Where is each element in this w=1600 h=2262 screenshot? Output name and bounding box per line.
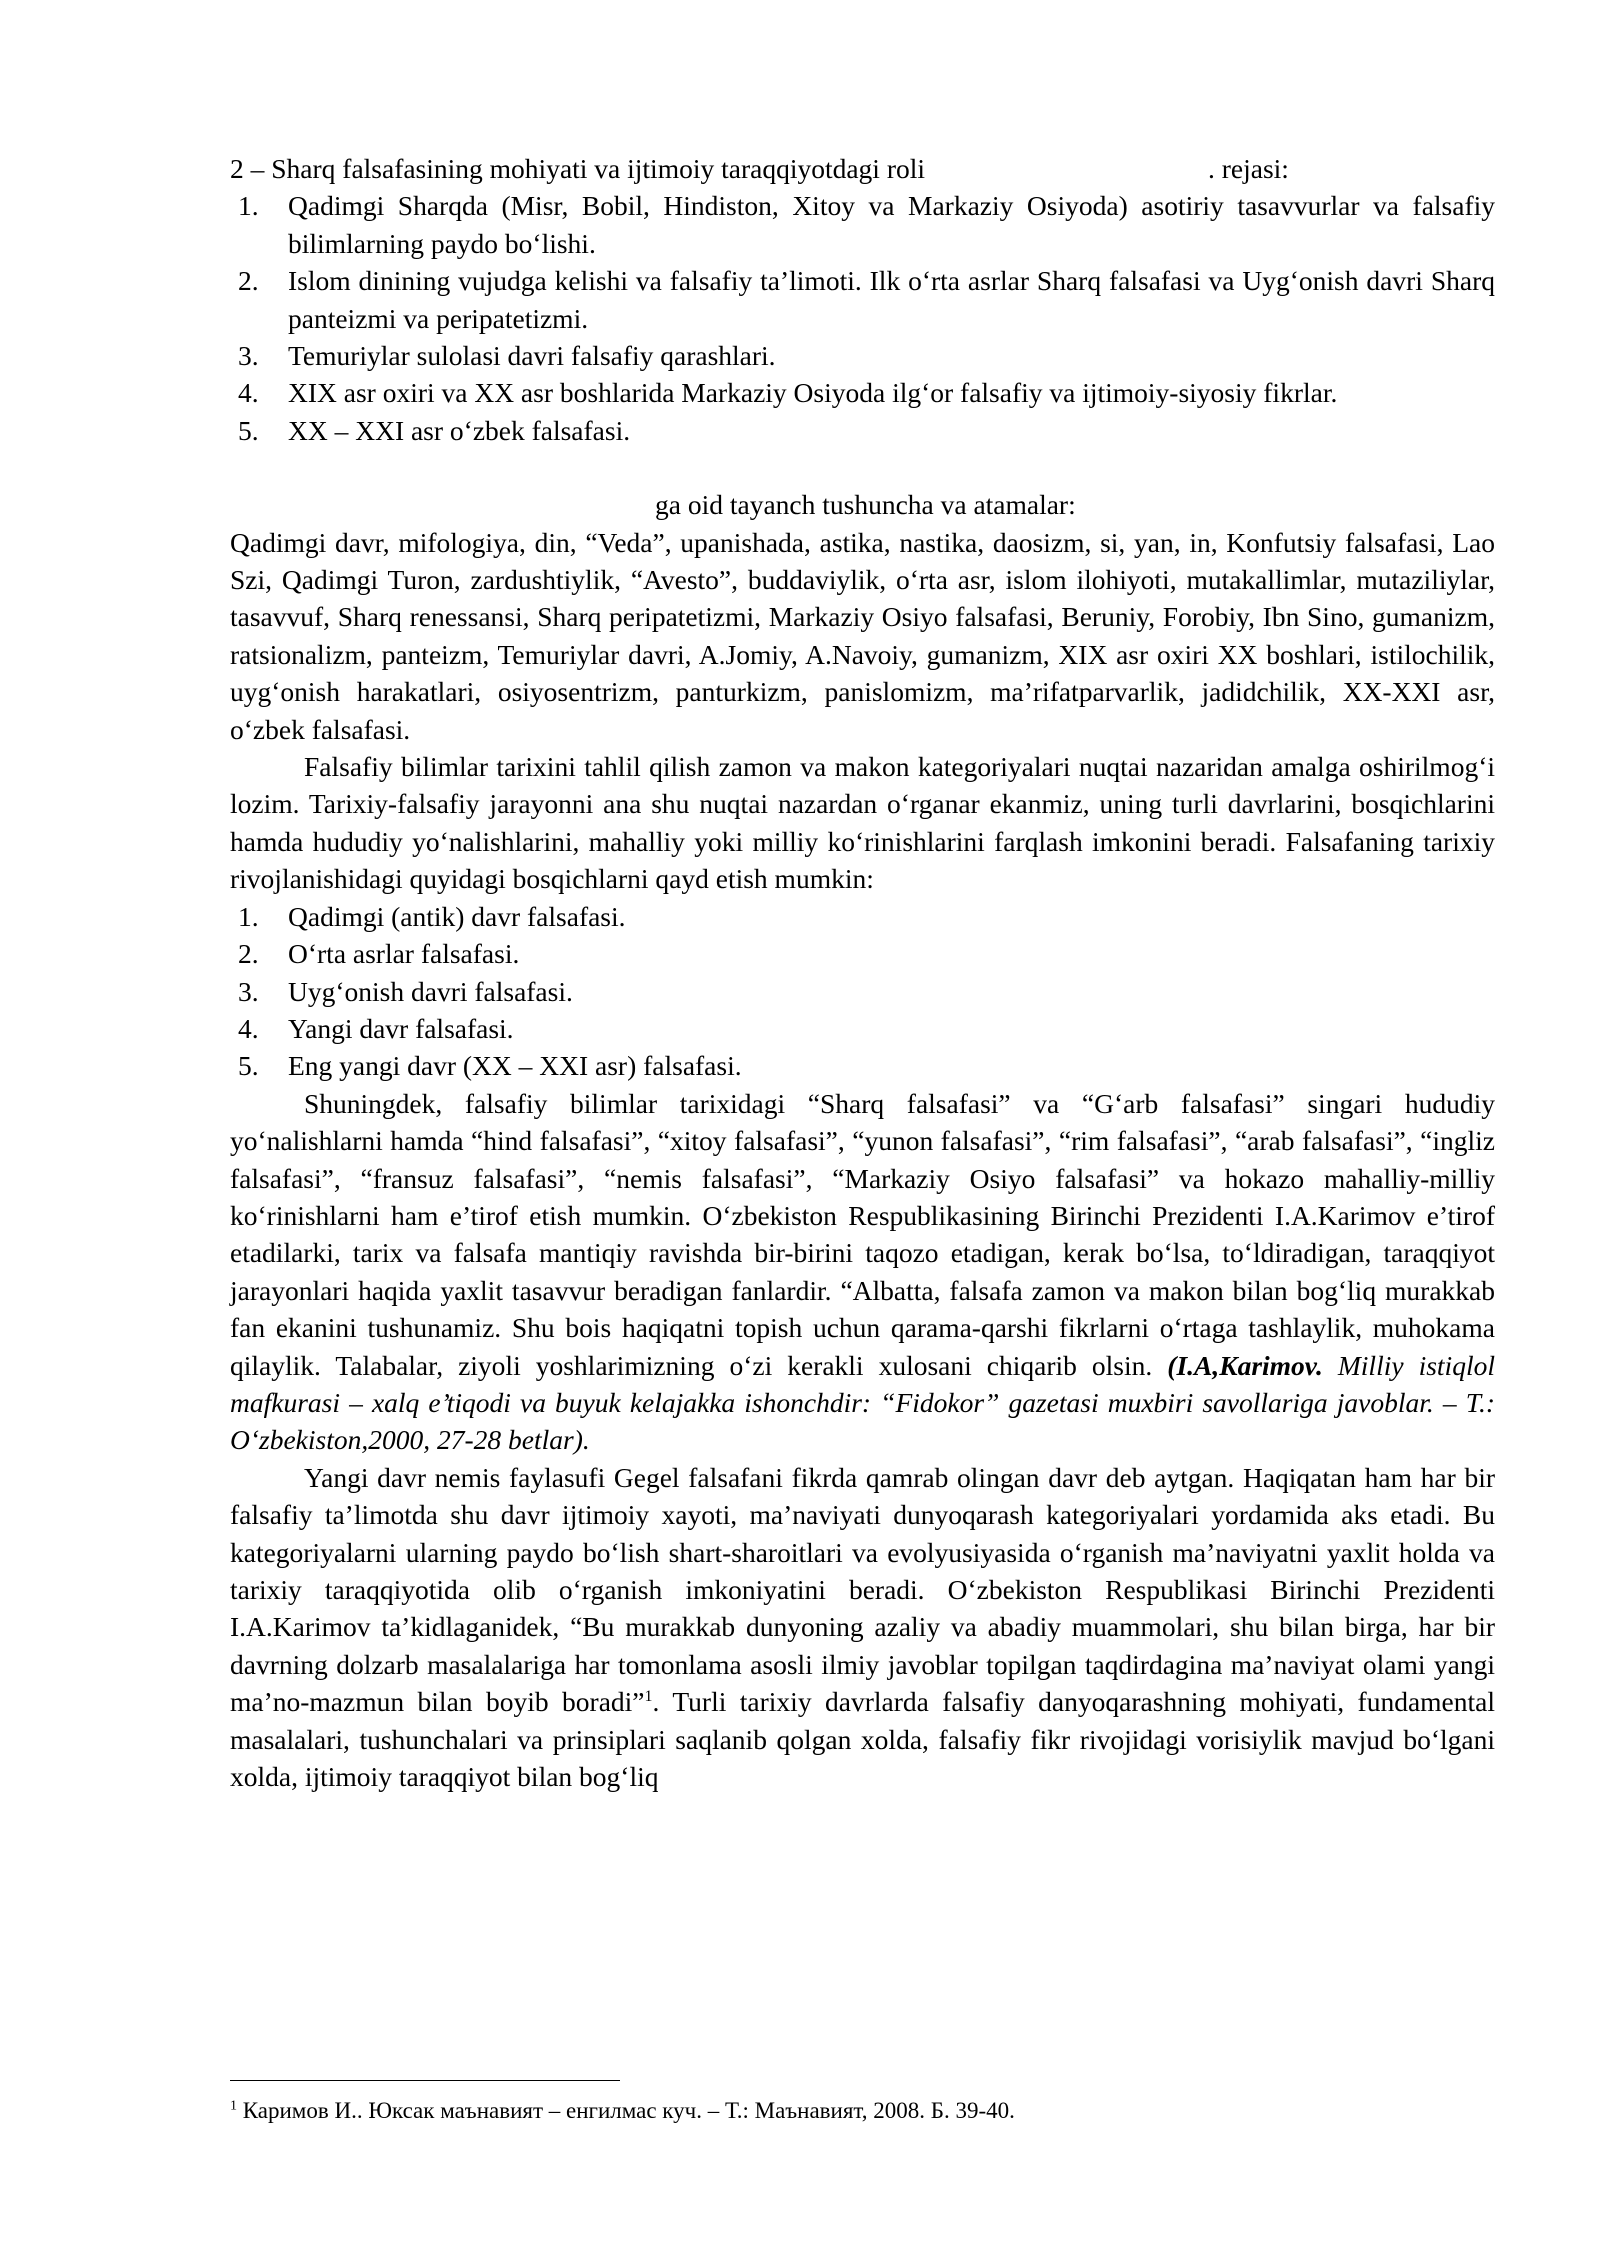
- list-text: Eng yangi davr (XX – XXI asr) falsafasi.: [288, 1050, 742, 1082]
- list-text: Uyg‘onish davri falsafasi.: [288, 975, 573, 1007]
- plan-title: [230, 150, 1495, 187]
- list-number: 5.: [238, 414, 259, 446]
- stages-list: [230, 898, 1495, 1085]
- list-item: [230, 1047, 1495, 1084]
- list-item: [230, 898, 1495, 935]
- footnote: [230, 2096, 1015, 2126]
- paragraph-1: Falsafiy bilimlar tarixini tahlil qilish zamon va makon kategoriyalari nuqtai nazaridan amalga oshirilmog‘i lozim. Tarixiy-falsafiy jarayonni ana shu nuqtai nazardan o‘rganar ekanmiz, uning turli davrlarini, bosqichlarini hamda hududiy yo‘nalishlarini, mahalliy yoki milliy ko‘rinishlarini farqlash imkonini beradi. Falsafaning tarixiy rivojlanishidagi quyidagi bosqichlarni qayd etish mumkin:: [230, 751, 1495, 895]
- list-text: Qadimgi Sharqda (Misr, Bobil, Hindiston, Xitoy va Markaziy Osiyoda) asotiriy tasavvurlar va falsafiy bilimlarning paydo bo‘lishi.: [288, 190, 1495, 259]
- terms-paragraph: Qadimgi davr, mifologiya, din, “Veda”, upanishada, astika, nastika, daosizm, si, yan, in, Konfutsiy falsafasi, Lao Szi, Qadimgi Turon, zardushtiylik, “Avesto”, buddaviylik, o‘rta asr, islom ilohiyoti, mutakallimlar, mutaziliylar, tasavvuf, Sharq renessansi, Sharq peripatetizmi, Markaziy Osiyo falsafasi, Beruniy, Forobiy, Ibn Sino, gumanizm, ratsionalizm, panteizm, Temuriylar davri, A.Jomiy, A.Navoiy, gumanizm, XIX asr oxiri XX boshlari, istilochilik, uyg‘onish harakatlari, osiyosentrizm, panturkizm, panislomizm, ma’rifatparvarlik, jadidchilik, XX-XXI asr, o‘zbek falsafasi.: [230, 526, 1495, 745]
- list-number: 4.: [238, 377, 259, 409]
- plan-title-prefix: 2 – Sharq falsafasining mohiyati va ijtimoiy taraqqiyotdagi roli: [230, 153, 926, 184]
- footnote-number: 1: [230, 2098, 237, 2114]
- list-number: 4.: [238, 1012, 259, 1044]
- footnote-text: Каримов И.. Юксак маънавият – енгилмас куч. – Т.: Маънавият, 2008. Б. 39-40.: [237, 2098, 1015, 2123]
- list-item: [230, 973, 1495, 1010]
- list-text: O‘rta asrlar falsafasi.: [288, 938, 520, 970]
- paragraph-3: [230, 1459, 1495, 1796]
- list-text: XX – XXI asr o‘zbek falsafasi.: [288, 414, 631, 446]
- list-text: XIX asr oxiri va XX asr boshlarida Markaziy Osiyoda ilg‘or falsafiy va ijtimoiy-siyosiy fikrlar.: [288, 377, 1338, 409]
- terms-heading: ga oid tayanch tushuncha va atamalar:: [655, 489, 1076, 521]
- list-number: 1.: [238, 900, 259, 932]
- paragraph-2-text: Shuningdek, falsafiy bilimlar tarixidagi “Sharq falsafasi” va “G‘arb falsafasi” singari hududiy yo‘nalishlarni hamda “hind falsafasi”, “xitoy falsafasi”, “yunon falsafasi”, “rim falsafasi”, “arab falsafasi”, “ingliz falsafasi”, “fransuz falsafasi”, “nemis falsafasi”, “Markaziy Osiyo falsafasi” va hokazo mahalliy-milliy ko‘rinishlarni ham e’tirof etish mumkin. O‘zbekiston Respublikasining Birinchi Prezidenti I.A.Karimov e’tirof etadilarki, tarix va falsafa mantiqiy ravishda bir-birini taqozo etadigan, kerak bo‘lsa, to‘ldiradigan, taraqqiyot jarayonlari haqida yaxlit tasavvur beradigan fanlardir. “Albatta, falsafa zamon va makon bilan bog‘liq murakkab fan ekanini tushunamiz. Shu bois haqiqatni topish uchun qarama-qarshi fikrlarni o‘rtaga tashlaylik, muhokama qilaylik. Talabalar, ziyoli yoshlarimizning o‘zi kerakli xulosani chiqarib olsin.: [230, 1087, 1495, 1381]
- document-page: [230, 150, 1495, 1795]
- list-text: Temuriylar sulolasi davri falsafiy qarashlari.: [288, 340, 776, 372]
- footnote-separator: [230, 2080, 620, 2081]
- paragraph-2: [230, 1085, 1495, 1459]
- list-number: 1.: [238, 190, 259, 222]
- list-number: 3.: [238, 340, 259, 372]
- list-item: [230, 412, 1495, 449]
- paragraph-3-text: Yangi davr nemis faylasufi Gegel falsafani fikrda qamrab olingan davr deb aytgan. Haqiqatan ham har bir falsafiy ta’limotda shu davr ijtimoiy xayoti, ma’naviyati dunyoqarash kategoriyalari yordamida aks etadi. Bu kategoriyalarni ularning paydo bo‘lish shart-sharoitlari va evolyusiyasida o‘rganish ma’naviyatni yaxlit holda va tarixiy taraqqiyotida olib o‘rganish imkoniyatini beradi. O‘zbekiston Respublikasi Birinchi Prezidenti I.A.Karimov ta’kidlaganidek, “Bu murakkab dunyoning azaliy va abadiy muammolari, shu bilan birga, har bir davrning dolzarb masalalariga har tomonlama asosli ilmiy javoblar topilgan taqdirdagina ma’naviyat olami yangi ma’no-mazmun bilan boyib boradi”: [230, 1461, 1495, 1718]
- list-item: [230, 187, 1495, 262]
- citation-source: Milliy istiqlol mafkurasi – xalq e’tiqodi va buyuk kelajakka ishonchdir: “Fidokor” gazetasi muxbiri savollariga javoblar. – T.: O‘zbekiston,2000, 27-28 betlar).: [230, 1349, 1495, 1456]
- citation-author: (I.A,Karimov.: [1167, 1349, 1323, 1381]
- list-text: Islom dinining vujudga kelishi va falsafiy ta’limoti. Ilk o‘rta asrlar Sharq falsafasi va Uyg‘onish davri Sharq panteizmi va peripatetizmi.: [288, 265, 1495, 334]
- plan-title-suffix: . rejasi:: [1208, 153, 1289, 184]
- list-number: 3.: [238, 975, 259, 1007]
- list-item: [230, 262, 1495, 337]
- paragraph-3-text-after: . Turli tarixiy davrlarda falsafiy danyoqarashning mohiyati, fundamental masalalari, tushunchalari va prinsiplari saqlanib qolgan xolda, falsafiy fikr rivojidagi vorisiylik mavjud bo‘lgani xolda, ijtimoiy taraqqiyot bilan bog‘liq: [230, 1686, 1495, 1793]
- list-item: [230, 337, 1495, 374]
- footnote-reference[interactable]: 1: [644, 1688, 653, 1706]
- list-item: [230, 374, 1495, 411]
- list-number: 2.: [238, 265, 259, 297]
- list-number: 5.: [238, 1050, 259, 1082]
- plan-list: [230, 187, 1495, 449]
- list-number: 2.: [238, 938, 259, 970]
- list-text: Yangi davr falsafasi.: [288, 1012, 514, 1044]
- list-text: Qadimgi (antik) davr falsafasi.: [288, 900, 626, 932]
- list-item: [230, 1010, 1495, 1047]
- list-item: [230, 935, 1495, 972]
